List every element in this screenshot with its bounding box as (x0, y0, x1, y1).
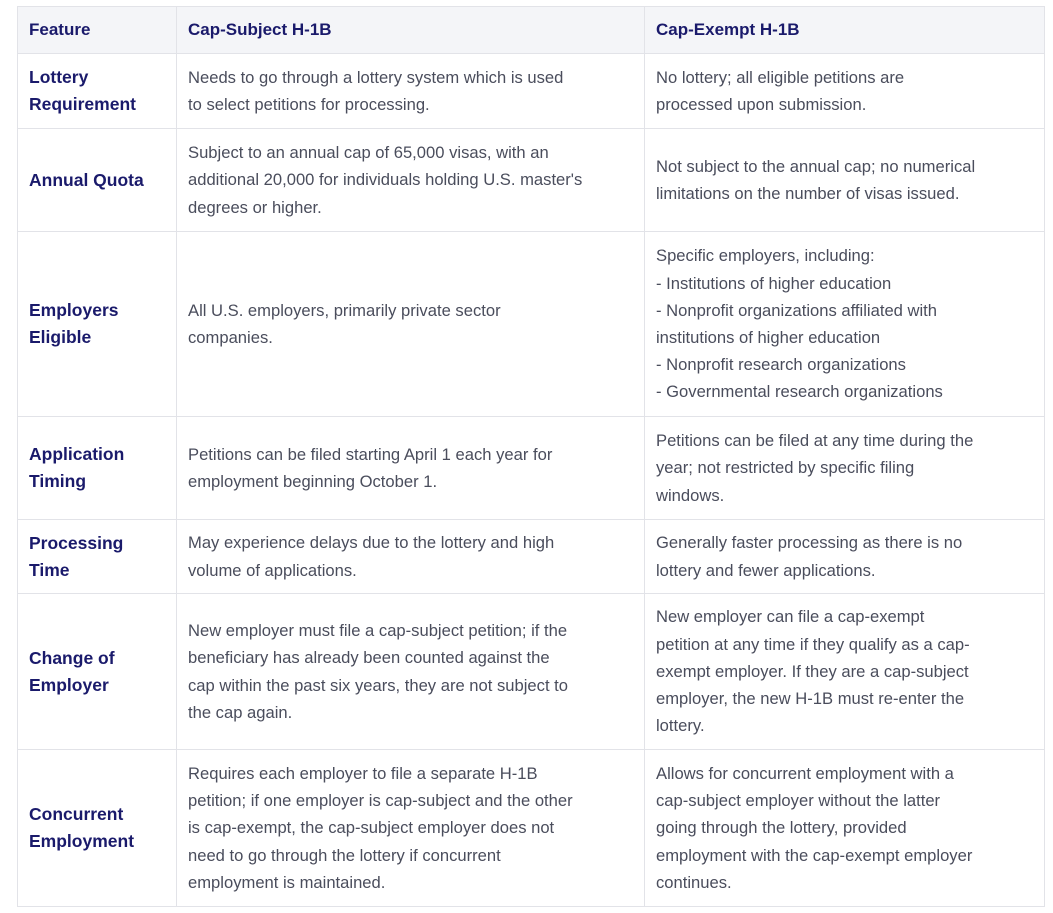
comparison-table-container (17, 6, 1044, 907)
cap-subject-cell (177, 54, 645, 129)
feature-cell-line: Timing (29, 471, 87, 491)
table-row (18, 129, 1045, 232)
cap-subject-cell-line: additional 20,000 for individuals holding U.S. master's (188, 170, 583, 190)
cap-subject-cell-line: need to go through the lottery if concurrent (188, 845, 501, 865)
cap-exempt-cell-line: employer, the new H-1B must re-enter the (656, 689, 965, 709)
header-cap-subject: Cap-Subject H-1B (177, 7, 645, 54)
cap-subject-cell-line: employment beginning October 1. (188, 472, 438, 491)
feature-cell (18, 594, 177, 750)
header-row (18, 7, 1045, 54)
cap-exempt-cell-line: processed upon submission. (656, 95, 867, 114)
cap-subject-cell-line: cap within the past six years, they are not subject to (188, 675, 569, 695)
cap-exempt-cell-line: lottery and fewer applications. (656, 560, 876, 580)
feature-cell-line: Change of (29, 647, 115, 668)
cap-subject-cell-line: Needs to go through a lottery system which is used (188, 67, 564, 87)
cap-exempt-cell-line: - Institutions of higher education (656, 273, 892, 293)
cap-exempt-cell-line: continues. (656, 872, 732, 892)
cap-exempt-cell-line: exempt employer. If they are a cap-subject (656, 661, 969, 681)
cap-exempt-cell (645, 520, 1045, 594)
table-row (18, 520, 1045, 594)
cap-exempt-cell-line: petition at any time if they qualify as a cap- (656, 634, 970, 654)
cap-exempt-cell-line: Not subject to the annual cap; no numerical (656, 156, 976, 176)
cap-subject-cell (177, 417, 645, 520)
h1b-comparison-table (17, 6, 1045, 907)
cap-subject-cell-line: volume of applications. (188, 560, 357, 580)
feature-cell-line: Employer (29, 674, 109, 695)
cap-subject-cell (177, 129, 645, 232)
table-row (18, 750, 1045, 907)
table-row (18, 54, 1045, 129)
cap-exempt-cell-line: - Governmental research organizations (656, 382, 943, 402)
cap-exempt-cell-line: lottery. (656, 716, 705, 736)
header-feature: Feature (18, 7, 177, 54)
cap-exempt-cell-line: No lottery; all eligible petitions are (656, 67, 905, 87)
cap-exempt-cell (645, 129, 1045, 232)
cap-subject-cell (177, 520, 645, 594)
cap-subject-cell-line: All U.S. employers, primarily private sector (188, 300, 501, 320)
feature-cell (18, 417, 177, 520)
cap-exempt-cell-line: windows. (656, 485, 725, 505)
cap-subject-cell-line: employment is maintained. (188, 872, 386, 892)
cap-exempt-cell-line: Generally faster processing as there is no (656, 533, 963, 553)
feature-cell-line: Time (29, 559, 70, 580)
feature-cell-line: Lottery (29, 67, 89, 87)
cap-exempt-cell-line: New employer can file a cap-exempt (656, 607, 925, 627)
cap-subject-cell-line: Petitions can be filed starting April 1 each year for (188, 444, 553, 464)
cap-exempt-cell-line: Specific employers, including: (656, 246, 875, 266)
cap-subject-cell-line: the cap again. (188, 702, 293, 722)
cap-exempt-cell-line: year; not restricted by specific filing (656, 458, 915, 478)
feature-cell-line: Processing (29, 532, 124, 553)
cap-subject-cell-line: companies. (188, 328, 273, 347)
table-row (18, 594, 1045, 750)
cap-exempt-cell (645, 54, 1045, 129)
cap-subject-cell-line: beneficiary has already been counted against the (188, 648, 550, 668)
cap-subject-cell-line: petition; if one employer is cap-subject and the other (188, 791, 573, 811)
table-row (18, 232, 1045, 417)
cap-subject-cell-line: Requires each employer to file a separate H-1B (188, 763, 538, 783)
feature-cell-line: Application (29, 444, 125, 464)
cap-subject-cell-line: is cap-exempt, the cap-subject employer does not (188, 818, 555, 838)
feature-cell (18, 232, 177, 417)
feature-cell-line: Concurrent (29, 804, 124, 824)
cap-exempt-cell (645, 232, 1045, 417)
feature-cell-line: Eligible (29, 327, 92, 347)
feature-cell-line: Requirement (29, 94, 136, 114)
cap-subject-cell (177, 594, 645, 750)
cap-subject-cell (177, 750, 645, 907)
feature-cell (18, 54, 177, 129)
cap-exempt-cell-line: going through the lottery, provided (656, 818, 907, 838)
table-row (18, 417, 1045, 520)
cap-subject-cell (177, 232, 645, 417)
cap-exempt-cell (645, 594, 1045, 750)
cap-exempt-cell (645, 750, 1045, 907)
cap-subject-cell-line: Subject to an annual cap of 65,000 visas, with an (188, 143, 549, 163)
cap-exempt-cell-line: - Nonprofit organizations affiliated with (656, 300, 938, 320)
cap-exempt-cell-line: institutions of higher education (656, 328, 881, 347)
cap-exempt-cell-line: Petitions can be filed at any time during the (656, 431, 974, 451)
cap-subject-cell-line: degrees or higher. (188, 197, 322, 217)
cap-exempt-cell-line: cap-subject employer without the latter (656, 791, 941, 811)
cap-exempt-cell-line: Allows for concurrent employment with a (656, 763, 954, 783)
cap-exempt-cell-line: employment with the cap-exempt employer (656, 845, 973, 865)
cap-exempt-cell-line: - Nonprofit research organizations (656, 355, 906, 375)
feature-cell-line: Employment (29, 831, 135, 851)
header-cap-exempt: Cap-Exempt H-1B (645, 7, 1045, 54)
cap-exempt-cell (645, 417, 1045, 520)
feature-cell (18, 520, 177, 594)
cap-subject-cell-line: to select petitions for processing. (188, 95, 430, 114)
table-header (18, 7, 1045, 54)
feature-cell (18, 750, 177, 907)
feature-cell (18, 129, 177, 232)
cap-exempt-cell-line: limitations on the number of visas issued. (656, 184, 960, 203)
cap-subject-cell-line: New employer must file a cap-subject petition; if the (188, 621, 568, 641)
table-body (18, 54, 1045, 907)
feature-cell-line: Annual Quota (29, 169, 144, 190)
feature-cell-line: Employers (29, 300, 119, 320)
cap-subject-cell-line: May experience delays due to the lottery and high (188, 533, 555, 553)
